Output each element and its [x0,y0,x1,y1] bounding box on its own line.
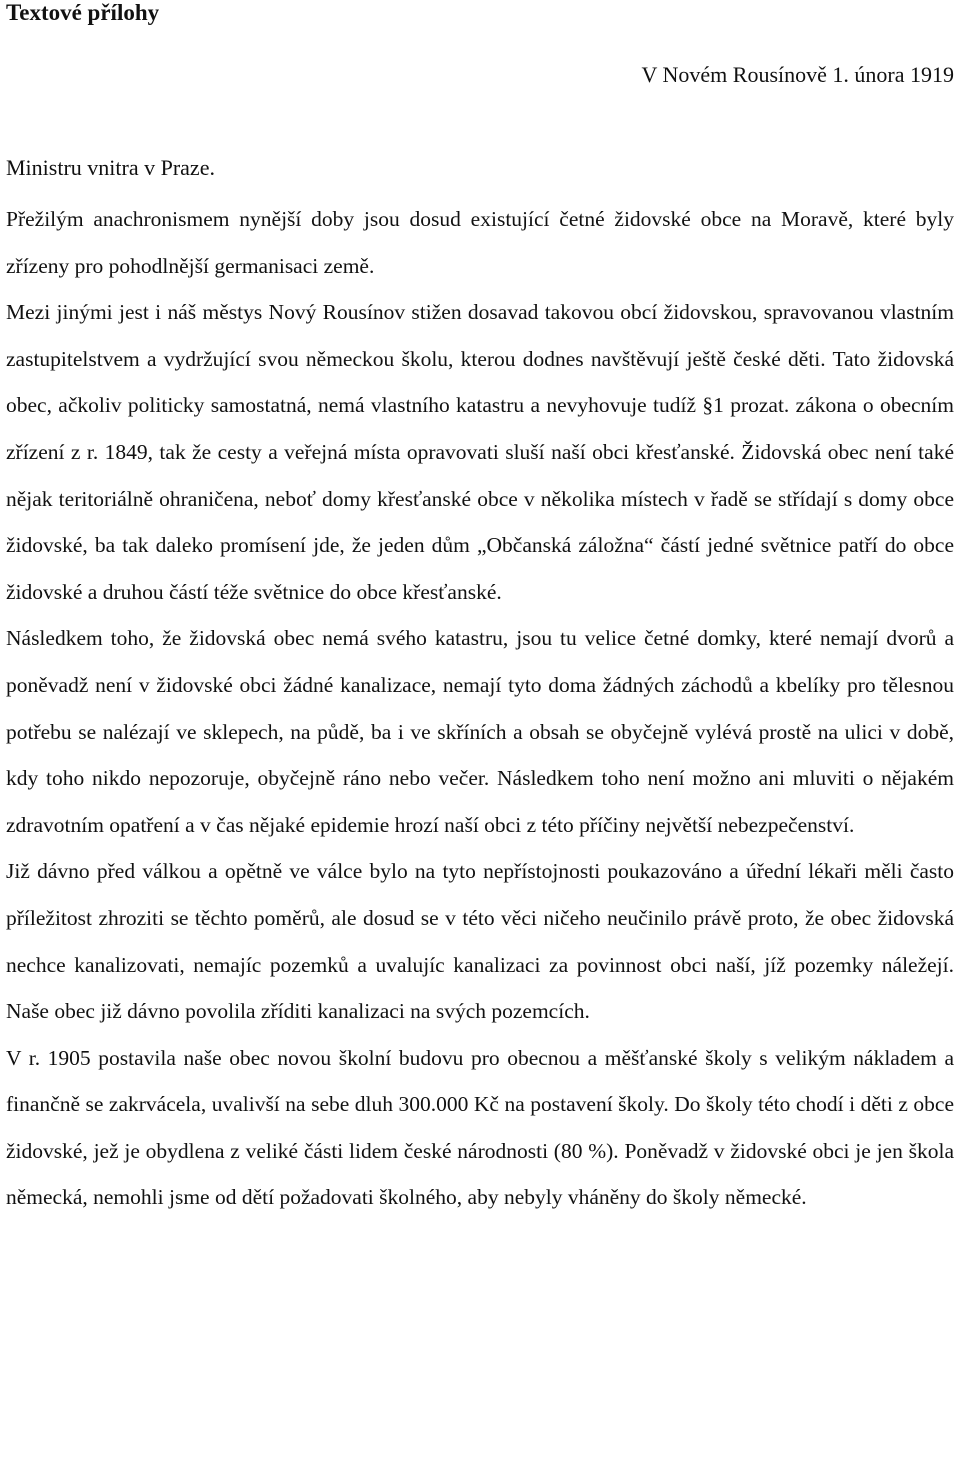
letter-dateline: V Novém Rousínově 1. února 1919 [641,62,954,87]
letter-addressee: Ministru vnitra v Praze. [6,155,215,180]
paragraph: Následkem toho, že židovská obec nemá svého katastru, jsou tu velice četné domky, které nemají dvorů a poněvadž není v židovské obci žádné kanalizace, nemají tyto doma žádných záchodů a kbelíky pro tělesnou potřebu se nalézají ve sklepech, na půdě, ba i ve skříních a obsah se obyčejně vylévá prostě na ulici v době, kdy toho nikdo nepozoruje, obyčejně ráno nebo večer. Následkem toho není možno ani mluviti o nějakém zdravotním opatření a v čas nějaké epidemie hrozí naší obci z této příčiny největší nebezpečenství. [6,626,954,837]
paragraph: Přežilým anachronismem nynější doby jsou dosud existující četné židovské obce na Moravě, které byly zřízeny pro pohodlnější germanisaci země. [6,207,954,278]
letter-body [6,196,954,1221]
paragraph: Mezi jinými jest i náš městys Nový Rousínov stižen dosavad takovou obcí židovskou, spravovanou vlastním zastupitelstvem a vydržující svou německou školu, kterou dodnes navštěvují ještě české děti. Tato židovská obec, ačkoliv politicky samostatná, nemá vlastního katastru a nevyhovuje tudíž §1 prozat. zákona o obecním zřízení z r. 1849, tak že cesty a veřejná místa opravovati sluší naší obci křesťanské. Židovská obec není také nějak teritoriálně ohraničena, neboť domy křesťanské obce v několika místech v řadě se střídají s domy obce židovské, ba tak daleko promísení jde, že jeden dům „Občanská záložna“ částí jedné světnice patří do obce židovské a druhou částí téže světnice do obce křesťanské. [6,300,954,604]
document-heading: Textové přílohy [6,0,160,25]
paragraph: Již dávno před válkou a opětně ve válce bylo na tyto nepřístojnosti poukazováno a úřední lékaři měli často příležitost zhroziti se těchto poměrů, ale dosud se v této věci ničeho neučinilo právě proto, že obec židovská nechce kanalizovati, nemajíc pozemků a uvalujíc kanalizaci za povinnost obci naší, jíž pozemky náležejí. Naše obec již dávno povolila zříditi kanalizaci na svých pozemcích. [6,859,954,1024]
paragraph: V r. 1905 postavila naše obec novou školní budovu pro obecnou a měšťanské školy s velikým nákladem a finančně se zakrvácela, uvalivší na sebe dluh 300.000 Kč na postavení školy. Do školy této chodí i děti z obce židovské, jež je obydlena z veliké části lidem české národnosti (80 %). Poněvadž v židovské obci je jen škola německá, nemohli jsme od dětí požadovati školného, aby nebyly vháněny do školy německé. [6,1045,954,1210]
